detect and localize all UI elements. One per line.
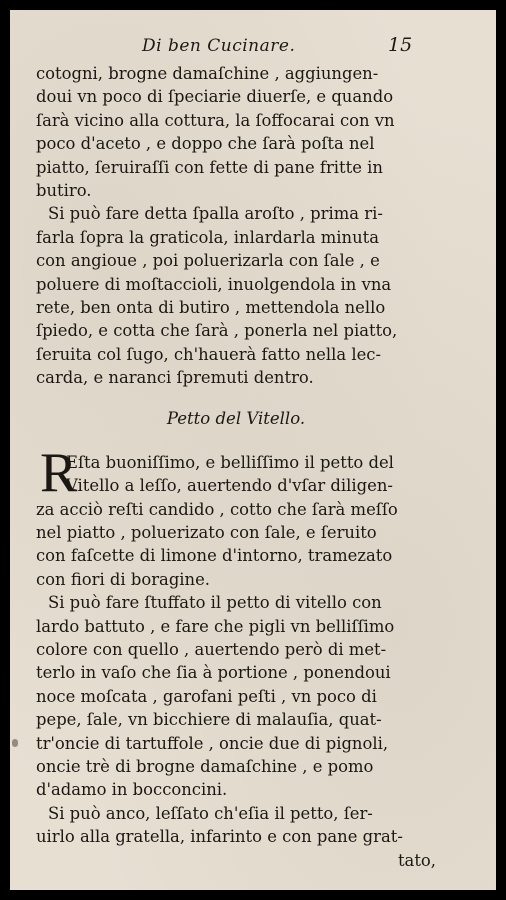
text-line: Eſta buoniſſimo, e belliſſimo il petto del	[66, 452, 394, 472]
text-line: tr'oncie di tartuffole , oncie due di pignoli,	[36, 733, 389, 753]
text-line: nel piatto , poluerizato con ſale, e ſeruito	[36, 523, 377, 543]
text-line: oncie trè di brogne damaſchine , e pomo	[36, 756, 374, 776]
running-head: Di ben Cucinare.	[142, 36, 296, 56]
text-line: Vitello a leſſo, auertendo d'vſar diligen-	[66, 476, 393, 496]
text-line: con faſcette di limone d'intorno, tramezato	[36, 546, 393, 566]
text-line: doui vn poco di ſpeciarie diuerſe, e quando	[36, 87, 394, 107]
page-number: 15	[388, 34, 413, 56]
book-page	[10, 10, 496, 890]
ink-spot	[12, 739, 18, 747]
text-line: ſarà vicino alla cottura, la ſoffocarai con vn	[36, 110, 395, 130]
text-line: terlo in vaſo che ſia à portione , ponendoui	[36, 663, 391, 683]
body-text	[36, 62, 446, 872]
text-line: pepe, ſale, vn bicchiere di malauſia, quat-	[36, 710, 382, 730]
text-line: d'adamo in bocconcini.	[36, 780, 228, 800]
text-line: uirlo alla gratella, infarinto e con pane grat-	[36, 827, 403, 847]
text-line: farla ſopra la graticola, inlardarla minuta	[36, 227, 380, 247]
text-line: za acciò reſti candido , cotto che ſarà meſſo	[36, 499, 398, 519]
text-line: ſeruita col ſugo, ch'hauerà fatto nella lec-	[36, 344, 381, 364]
section-petto	[36, 441, 446, 872]
text-line: lardo battuto , e fare che pigli vn belliſſimo	[36, 616, 395, 636]
page-header	[10, 36, 496, 58]
text-line: Si può anco, leſſato ch'eſia il petto, ſer-	[48, 803, 373, 823]
text-line: poco d'aceto , e doppo che ſarà poſta nel	[36, 134, 375, 154]
text-line: Si può fare ſtuffato il petto di vitello con	[48, 593, 382, 613]
text-line: poluere di moſtaccioli, inuolgendola in vna	[36, 274, 392, 294]
text-line: butiro.	[36, 180, 92, 200]
catchword: tato,	[397, 850, 436, 870]
text-line: con angioue , poi poluerizarla con ſale , e	[36, 251, 380, 271]
drop-cap: R	[40, 441, 78, 504]
text-line: Si può fare detta ſpalla aroſto , prima ri-	[48, 204, 383, 224]
text-line: ſpiedo, e cotta che ſarà , ponerla nel piatto,	[36, 321, 398, 341]
text-line: piatto, ſeruiraſſi con fette di pane fritte in	[36, 157, 383, 177]
text-line: noce moſcata , garofani peſti , vn poco di	[36, 686, 377, 706]
section-spalla	[36, 62, 446, 389]
section-heading: Petto del Vitello.	[166, 409, 306, 429]
text-line: cotogni, brogne damaſchine , aggiungen-	[36, 64, 379, 83]
text-line: rete, ben onta di butiro , mettendola nello	[36, 297, 386, 317]
text-line: colore con quello , auertendo però di met-	[36, 639, 387, 659]
text-line: carda, e naranci ſpremuti dentro.	[36, 368, 314, 388]
text-line: con fiori di boragine.	[36, 569, 211, 589]
